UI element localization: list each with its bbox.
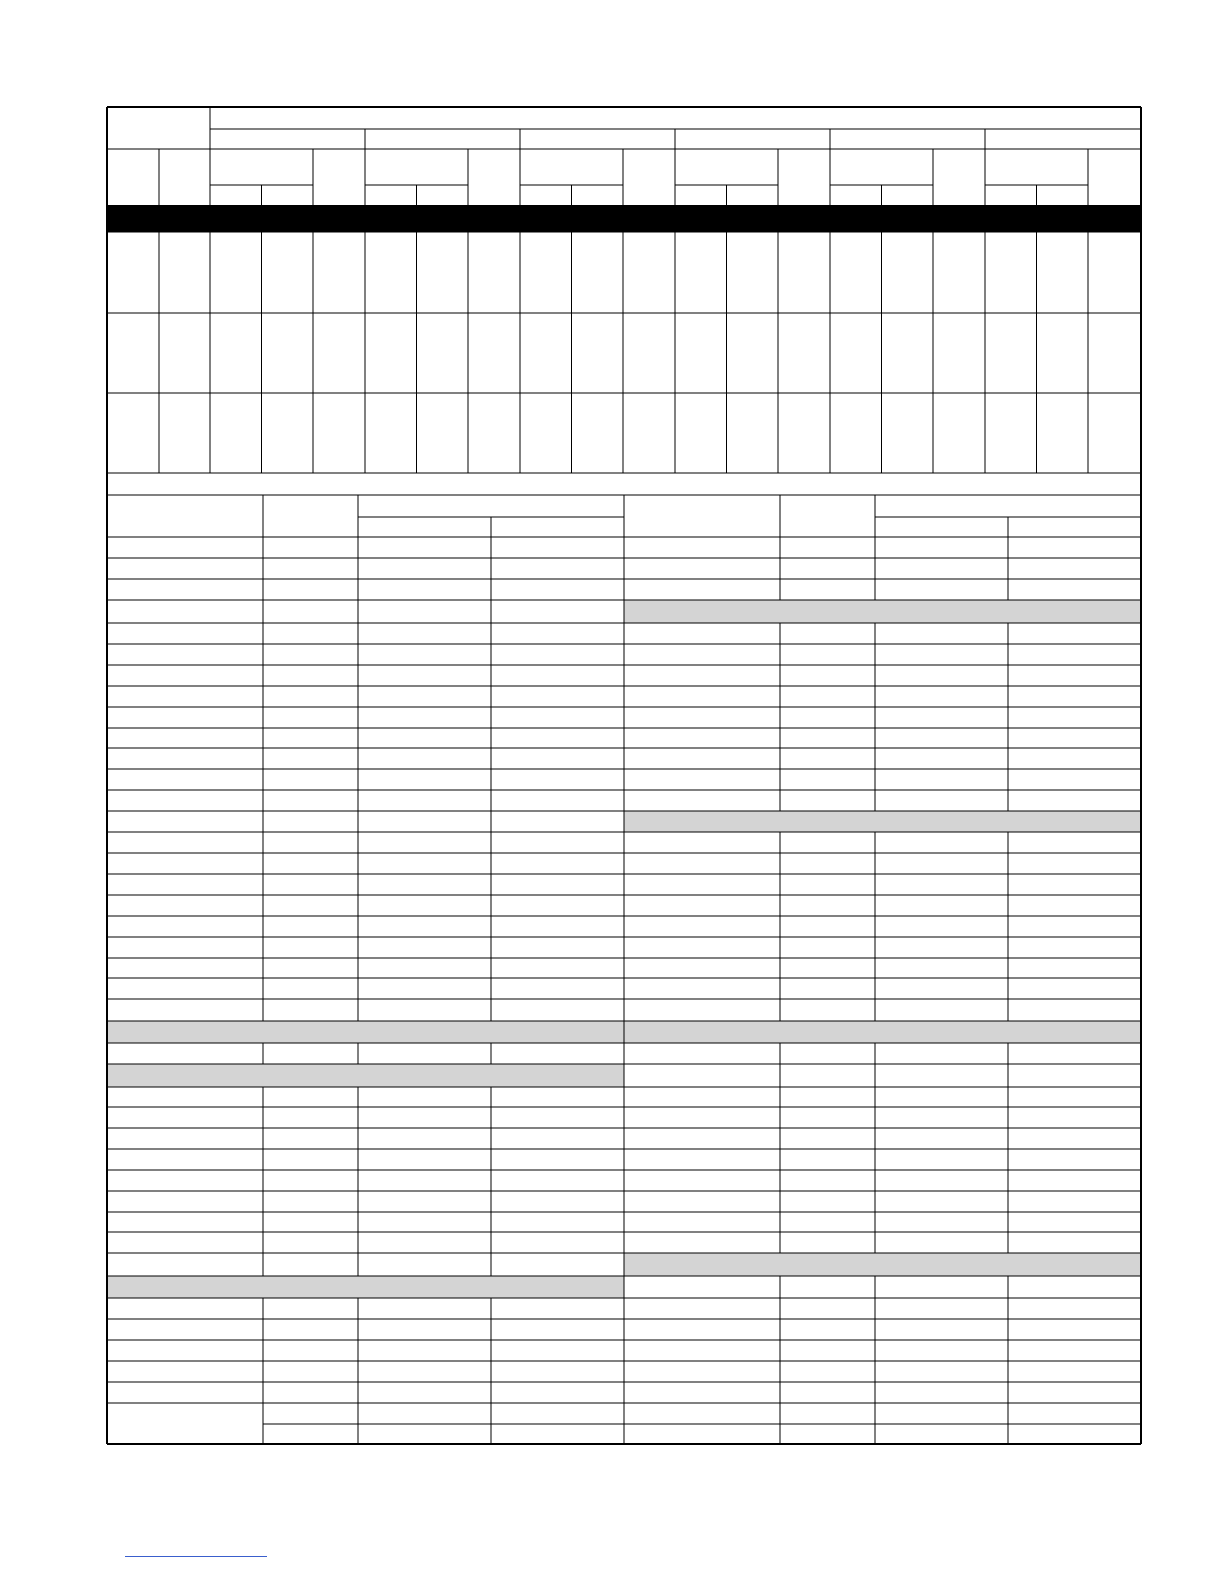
- shaded-row-right: [624, 811, 1141, 832]
- shaded-row-right: [624, 1021, 1141, 1043]
- grid-lines: [107, 107, 1141, 1444]
- footer-link-underline[interactable]: [125, 1556, 267, 1557]
- shaded-row-right: [624, 1253, 1141, 1276]
- section-band: [107, 205, 1141, 232]
- shaded-row-left: [107, 1276, 624, 1298]
- shaded-row-left: [107, 1021, 624, 1043]
- shaded-row-left: [107, 1064, 624, 1087]
- shaded-row-right: [624, 600, 1141, 623]
